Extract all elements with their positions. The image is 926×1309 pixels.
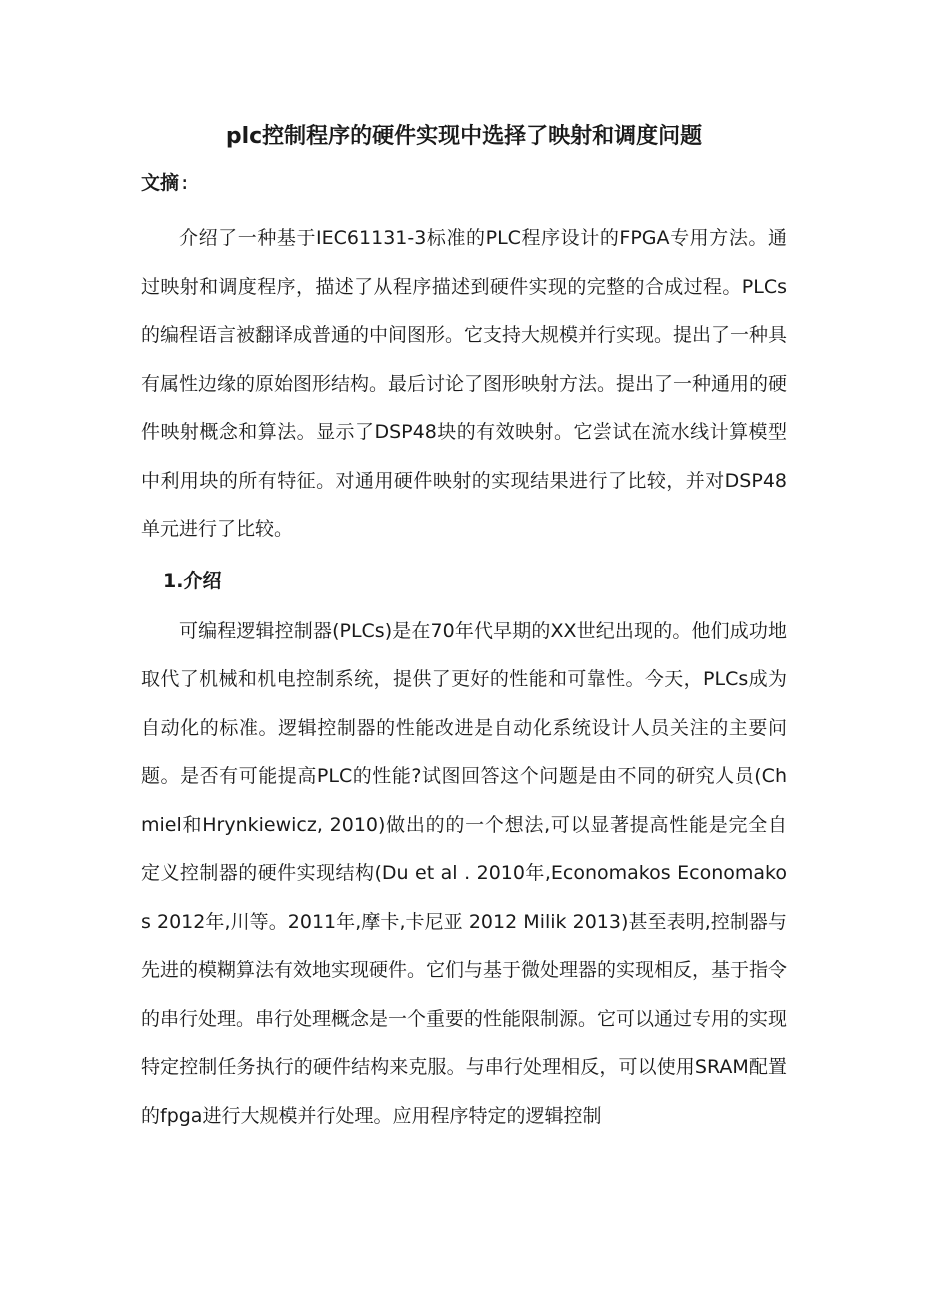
abstract-label — [141, 168, 787, 198]
abstract-label-colon: : — [179, 172, 191, 194]
document-page — [141, 120, 787, 1140]
section-heading-introduction: 1.介绍 — [163, 569, 222, 592]
abstract-paragraph: 介绍了一种基于IEC61131-3标准的PLC程序设计的FPGA专用方法。通过映射和调度程序，描述了从程序描述到硬件实现的完整的合成过程。PLCs的编程语言被翻译成普通的中间图形。它支持大规模并行实现。提出了一种具有属性边缘的原始图形结构。最后讨论了图形映射方法。提出了一种通用的硬件映射概念和算法。显示了DSP48块的有效映射。它尝试在流水线计算模型中利用块的所有特征。对通用硬件映射的实现结果进行了比较，并对DSP48单元进行了比较。 — [141, 227, 788, 540]
introduction-paragraph: 可编程逻辑控制器(PLCs)是在70年代早期的XX世纪出现的。他们成功地取代了机械和机电控制系统，提供了更好的性能和可靠性。今天，PLCs成为自动化的标准。逻辑控制器的性能改进是自动化系统设计人员关注的主要问题。是否有可能提高PLC的性能?试图回答这个问题是由不同的研究人员(Chmiel和Hrynkiewicz, 2010)做出的的一个想法,可以显著提高性能是完全自定义控制器的硬件实现结构(Du et al . 2010年,Economakos Economakos 2012年,川等。2011年,摩卡,卡尼亚 2012 Milik 2013)甚至表明,控制器与先进的模糊算法有效地实现硬件。它们与基于微处理器的实现相反，基于指令的串行处理。串行处理概念是一个重要的性能限制源。它可以通过专用的实现特定控制任务执行的硬件结构来克服。与串行处理相反，可以使用SRAM配置的fpga进行大规模并行处理。应用程序特定的逻辑控制 — [141, 619, 788, 1127]
abstract-label-text: 文摘 — [141, 172, 180, 194]
document-title: plc控制程序的硬件实现中选择了映射和调度问题 — [225, 124, 703, 149]
